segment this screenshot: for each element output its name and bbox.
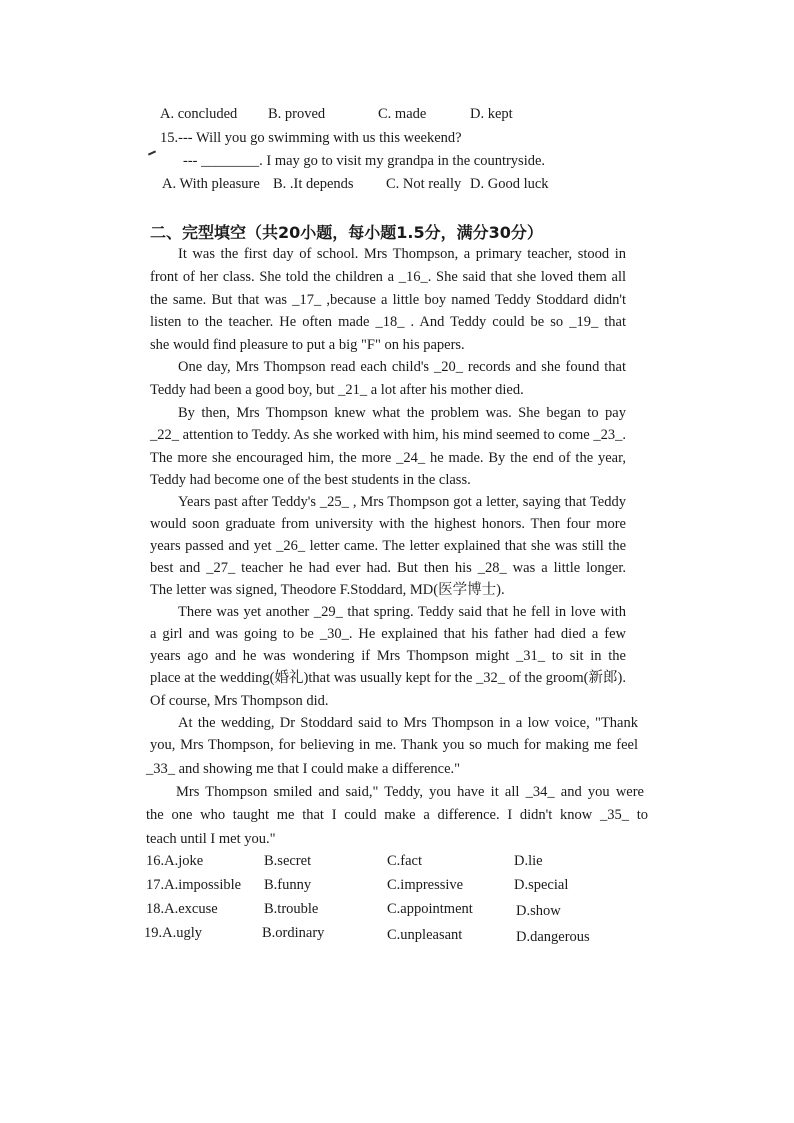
q14-option-a: A. concluded (160, 106, 238, 122)
passage-line: best and _27_ teacher he had ever had. But then his _28_ was a little longer. (150, 560, 626, 576)
passage-line: Teddy had been a good boy, but _21_ a lot after his mother died. (150, 382, 524, 398)
passage-line: _22_ attention to Teddy. As she worked with him, his mind seemed to come _23_. (150, 427, 626, 443)
option-16b: B.secret (264, 853, 312, 869)
passage-line: Of course, Mrs Thompson did. (150, 693, 329, 709)
q15-option-c: C. Not really (386, 176, 462, 192)
option-19b: B.ordinary (262, 925, 325, 941)
q14-option-d: D. kept (470, 106, 513, 122)
option-17d: D.special (514, 877, 569, 893)
q15-question: 15.--- Will you go swimming with us this weekend? (160, 130, 462, 146)
passage-line: years ago and he was wondering if Mrs Thompson might _31_ to sit in the (150, 648, 626, 664)
passage-line: Teddy had become one of the best students in the class. (150, 472, 471, 488)
q14-option-b: B. proved (268, 106, 326, 122)
option-17a: 17.A.impossible (146, 877, 242, 893)
q15-option-d: D. Good luck (470, 176, 549, 192)
q15-response: --- ________. I may go to visit my grandpa in the countryside. (183, 153, 546, 169)
option-16a: 16.A.joke (146, 853, 204, 869)
passage-line: place at the wedding(婚礼)that was usually kept for the _32_ of the groom(新郎). (150, 670, 626, 686)
option-17c: C.impressive (387, 877, 464, 893)
passage-line: _33_ and showing me that I could make a difference." (146, 761, 461, 777)
passage-line: years passed and yet _26_ letter came. The letter explained that she was still the (150, 538, 626, 554)
passage-line: There was yet another _29_ that spring. Teddy said that he fell in love with (178, 604, 626, 620)
passage-line: Mrs Thompson smiled and said," Teddy, you have it all _34_ and you were (176, 784, 644, 800)
passage-line: a girl and was going to be _30_. He explained that his father had died a few (150, 626, 626, 642)
option-19d: D.dangerous (516, 929, 590, 945)
passage-line: would soon graduate from university with the highest honors. Then four more (150, 516, 626, 532)
passage-line: It was the first day of school. Mrs Thompson, a primary teacher, stood in (178, 246, 626, 262)
passage-line: One day, Mrs Thompson read each child's _20_ records and she found that (178, 359, 626, 375)
passage-line: teach until I met you." (146, 831, 276, 847)
q15-option-b: B. .It depends (273, 176, 354, 192)
section-heading: 二、完型填空（共20小题，每小题1.5分，满分30分） (150, 223, 543, 242)
option-17b: B.funny (264, 877, 312, 893)
option-18c: C.appointment (387, 901, 473, 917)
q15-option-a: A. With pleasure (162, 176, 260, 192)
passage-line: Years past after Teddy's _25_ , Mrs Thompson got a letter, saying that Teddy (178, 494, 626, 510)
option-18b: B.trouble (264, 901, 319, 917)
bleed-through (330, 92, 333, 107)
passage-line: she would find pleasure to put a big "F" on his papers. (150, 337, 465, 353)
option-18d: D.show (516, 903, 561, 919)
option-16d: D.lie (514, 853, 543, 869)
passage-line: listen to the teacher. He often made _18_ . And Teddy could be so _19_ that (150, 314, 626, 330)
passage-line: you, Mrs Thompson, for believing in me. Thank you so much for making me feel (150, 737, 638, 753)
passage-line: The letter was signed, Theodore F.Stoddard, MD(医学博士). (150, 582, 505, 598)
option-19a: 19.A.ugly (144, 925, 202, 941)
passage-line: By then, Mrs Thompson knew what the problem was. She began to pay (178, 405, 626, 421)
passage-line: The more she encouraged him, the more _24_ he made. By the end of the year, (150, 450, 626, 466)
passage-line: front of her class. She told the children a _16_. She said that she loved them all (150, 269, 626, 285)
passage-line: At the wedding, Dr Stoddard said to Mrs Thompson in a low voice, "Thank (178, 715, 638, 731)
option-19c: C.unpleasant (387, 927, 463, 943)
passage-line: the same. But that was _17_ ,because a little boy named Teddy Stoddard didn't (150, 292, 626, 308)
q14-option-c: C. made (378, 106, 427, 122)
option-16c: C.fact (387, 853, 423, 869)
passage-line: the one who taught me that I could make a difference. I didn't know _35_ to (146, 807, 648, 823)
pen-mark (148, 150, 156, 155)
option-18a: 18.A.excuse (146, 901, 218, 917)
